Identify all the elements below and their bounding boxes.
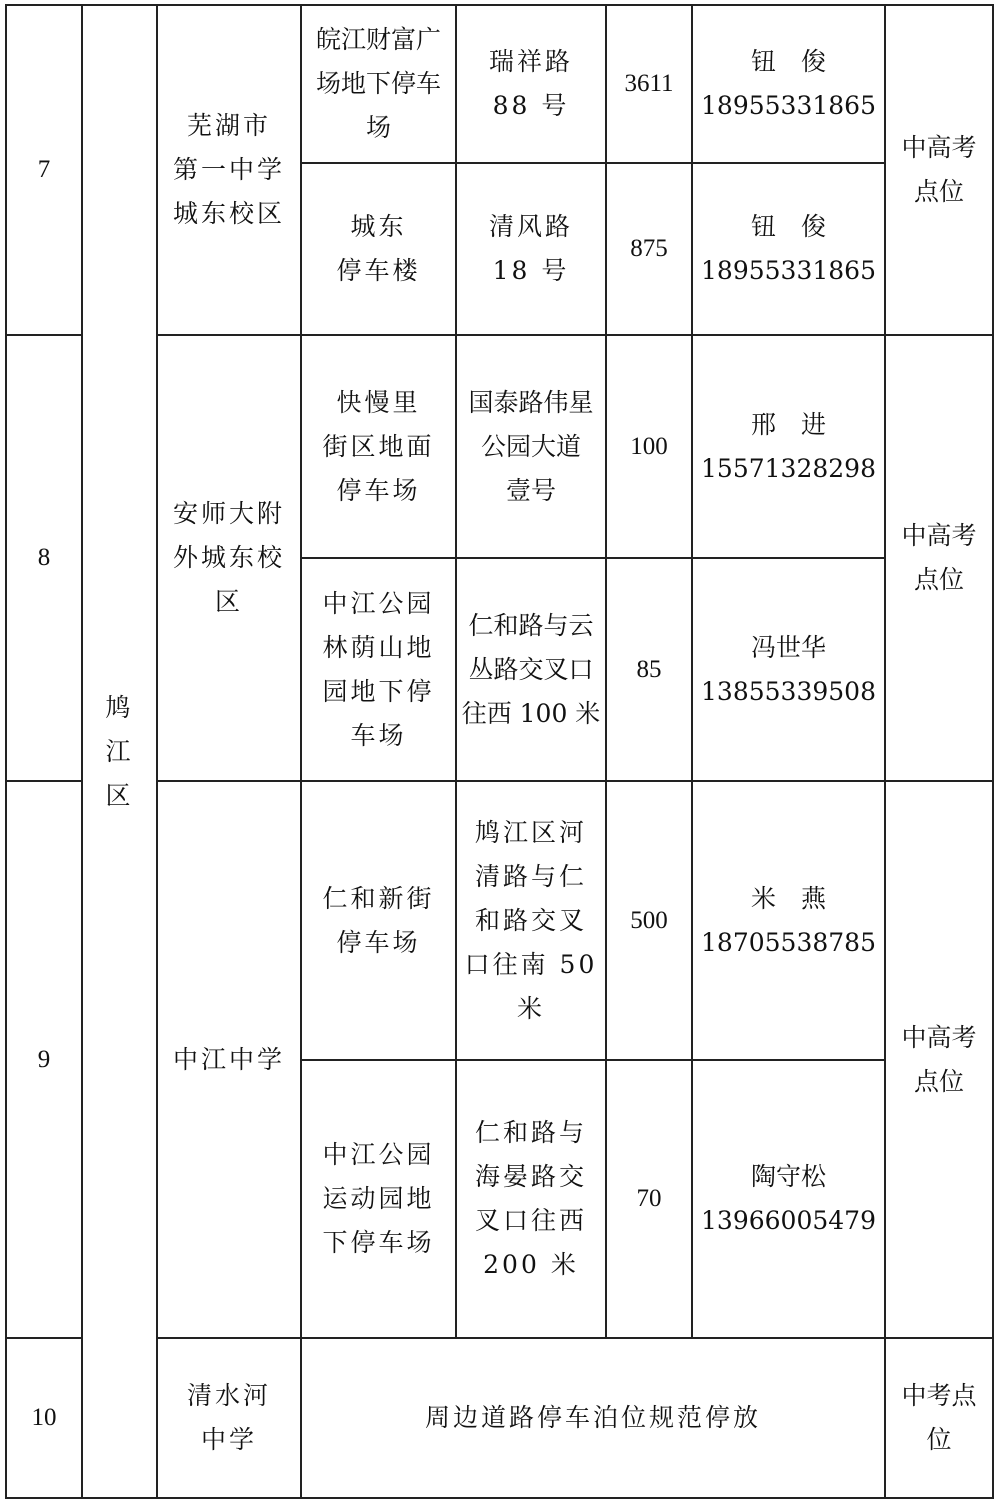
address-cell: 鸠江区河 清路与仁 和路交叉 口往南 50 米 [456, 781, 606, 1060]
district-name: 鸠 江 区 [105, 692, 134, 810]
address-cell: 仁和路与云 丛路交叉口 往西 100 米 [456, 558, 606, 781]
row-number: 9 [6, 781, 82, 1338]
district-cell [82, 5, 157, 1498]
contact-cell: 陶守松 13966005479 [692, 1060, 885, 1338]
address-cell: 国泰路伟星 公园大道 壹号 [456, 335, 606, 558]
school-cell: 清水河 中学 [157, 1338, 301, 1498]
spaces-cell: 70 [606, 1060, 692, 1338]
spaces-cell: 3611 [606, 5, 692, 163]
contact-cell: 邢 进 15571328298 [692, 335, 885, 558]
spaces-cell: 100 [606, 335, 692, 558]
note-cell: 中高考 点位 [885, 5, 993, 335]
row-number: 10 [6, 1338, 82, 1498]
address-cell: 清风路 18 号 [456, 163, 606, 335]
note-cell: 中高考 点位 [885, 335, 993, 781]
merged-note-cell: 周边道路停车泊位规范停放 [301, 1338, 885, 1498]
spaces-cell: 85 [606, 558, 692, 781]
contact-cell: 钮 俊 18955331865 [692, 5, 885, 163]
address-cell: 瑞祥路 88 号 [456, 5, 606, 163]
row-number: 7 [6, 5, 82, 335]
school-cell: 安师大附 外城东校 区 [157, 335, 301, 781]
contact-cell: 冯世华 13855339508 [692, 558, 885, 781]
address-cell: 仁和路与 海晏路交 叉口往西 200 米 [456, 1060, 606, 1338]
school-cell: 中江中学 [157, 781, 301, 1338]
lot-name-cell: 中江公园 运动园地 下停车场 [301, 1060, 456, 1338]
row-number: 8 [6, 335, 82, 781]
table-row [6, 5, 993, 163]
school-cell: 芜湖市 第一中学 城东校区 [157, 5, 301, 335]
spaces-cell: 500 [606, 781, 692, 1060]
contact-cell: 钮 俊 18955331865 [692, 163, 885, 335]
note-cell: 中考点 位 [885, 1338, 993, 1498]
spaces-cell: 875 [606, 163, 692, 335]
lot-name-cell: 中江公园 林荫山地 园地下停 车场 [301, 558, 456, 781]
note-cell: 中高考 点位 [885, 781, 993, 1338]
parking-table [5, 4, 994, 1499]
lot-name-cell: 皖江财富广 场地下停车 场 [301, 5, 456, 163]
contact-cell: 米 燕 18705538785 [692, 781, 885, 1060]
lot-name-cell: 城东 停车楼 [301, 163, 456, 335]
lot-name-cell: 快慢里 街区地面 停车场 [301, 335, 456, 558]
lot-name-cell: 仁和新街 停车场 [301, 781, 456, 1060]
